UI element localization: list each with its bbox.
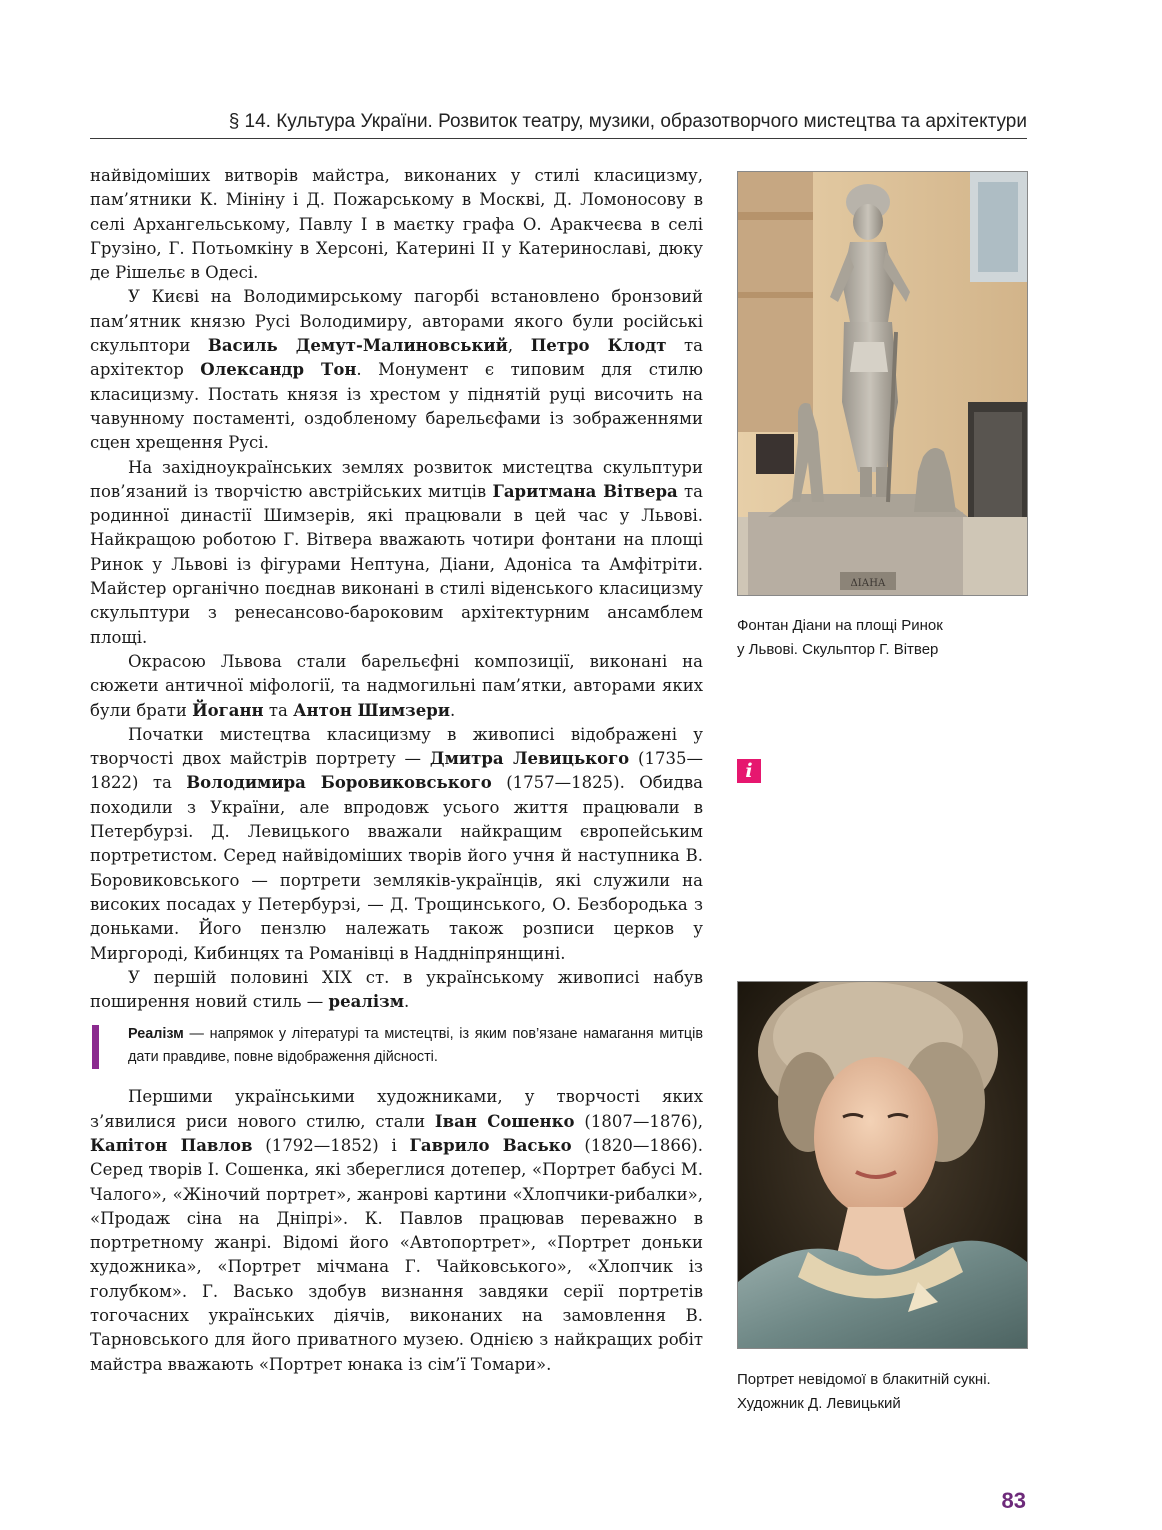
main-text-column [90, 164, 703, 1377]
definition-text [128, 1023, 703, 1069]
bold-term: Гаврило Васько [409, 1135, 572, 1155]
text-run: У Києві на Володимирському пагорбі встановлено бронзовий пам’ятник князю Русі Володимиру, авторами якого були російські скульптори [90, 287, 703, 356]
bold-term: Олександр Тон [200, 360, 357, 380]
caption-line: Портрет невідомої в блакитній сукні. [737, 1371, 991, 1388]
caption-line: Фонтан Діани на площі Ринок [737, 617, 943, 634]
text-run: Окрасою Львова стали барельєфні композиції, виконані на сюжети античної міфології, та надмогильні пам’ятки, авторами яких були брати [90, 651, 703, 720]
paragraph [90, 723, 703, 966]
bold-term: Йоганн [192, 700, 264, 720]
bold-term: Антон Шимзери [293, 700, 450, 720]
text-run: (1757—1825). Обидва походили з України, але впродовж усього життя працювали в Петербурзі. Д. Левицького вважали найкращим європейським портретистом. Серед найвідоміших творів його учня й наступника В. Боровиковського — портрети земляків-українців, які служили на високих посадах у Петербурзі, — Д. Трощинського, О. Безбородька з доньками. Його пензлю належать також розписи церков у Миргороді, Кибинцях та Романівці в Наддніпрянщині. [90, 773, 703, 963]
bold-term: Дмитра Левицького [429, 749, 630, 769]
diana-statue-image [738, 172, 1027, 595]
figure-caption-diana [737, 614, 943, 662]
definition-term: Реалізм [128, 1026, 184, 1043]
pedestal-inscription: ΔІАНА [850, 578, 886, 589]
bold-term: Іван Сошенко [434, 1111, 575, 1131]
paragraph [90, 285, 703, 455]
text-run: та родинної династії Шимзерів, які працювали в цей час у Львові. Найкращою роботою Г. Вітвера вважають чотири фонтани на площі Ринок у Львові із фігурами Нептуна, Діани, Адоніса та Амфітріти. Майстер органічно поєднав виконані в стилі віденського класицизму скульптури з ренесансово-бароковим архітектурним ансамблем площі. [90, 481, 703, 647]
diana-fountain-photo [737, 171, 1028, 596]
definition-marker-bar [92, 1025, 99, 1069]
bold-term: Володимира Боровиковського [186, 773, 492, 793]
text-run: (1807—1876), [574, 1111, 703, 1131]
caption-line: у Львові. Скульптор Г. Вітвер [737, 641, 939, 658]
portrait-image [738, 982, 1027, 1348]
section-title: § 14. Культура України. Розвиток театру, музики, образотворчого мистецтва та архітектури [228, 111, 1027, 132]
definition-body: — напрямок у літературі та мистецтві, із яким пов’язане намагання митців дати правдиве, повне відображення дійсності. [128, 1026, 703, 1066]
text-run: На західноукраїнських землях розвиток мистецтва скульптури пов’язаний із творчістю австрійських митців [90, 457, 703, 501]
text-run: , [507, 336, 531, 356]
bold-term: реалізм [328, 992, 405, 1012]
text-run: . [404, 992, 410, 1012]
bold-term: Василь Демут-Малиновський [207, 336, 508, 356]
info-icon: i [737, 759, 761, 783]
text-run: У першій половині XIX ст. в українському живописі набув поширення новий стиль — [90, 967, 703, 1012]
page-number: 83 [1001, 1488, 1026, 1513]
bold-term: Гаритмана Вітвера [492, 481, 678, 501]
text-run: та архітектор [90, 336, 703, 380]
text-run: (1792—1852) і [252, 1135, 410, 1155]
text-run: та [263, 700, 294, 720]
definition-box [90, 1023, 703, 1071]
paragraph [90, 456, 703, 650]
bold-term: Петро Клодт [530, 336, 667, 356]
paragraph [90, 650, 703, 723]
paragraph [90, 966, 703, 1015]
paragraph [90, 164, 703, 285]
figure-caption-portrait [737, 1368, 991, 1416]
text-run: . Монумент є типовим для стилю класицизму. Постать князя із хрестом у піднятій руці височить на чавунному постаменті, оздобленому барельєфами із зображеннями сцен хрещення Русі. [90, 360, 703, 453]
text-run: Першими українськими художниками, у творчості яких з’явилися риси нового стилю, стали [90, 1087, 703, 1131]
page-header [90, 108, 1027, 139]
text-run: . [449, 700, 456, 720]
caption-line: Художник Д. Левицький [737, 1395, 901, 1412]
paragraph [90, 1085, 703, 1377]
text-run: (1820—1866). Серед творів І. Сошенка, які збереглися дотепер, «Портрет бабусі М. Чалого», «Жіночий портрет», жанрові картини «Хлопчики-рибалки», «Продаж сіна на Дніпрі». К. Павлов працював переважно в портретному жанрі. Відомі його «Автопортрет», «Портрет доньки художника», «Портрет мічмана Г. Чайковського», «Хлопчик із голубком». Г. Васько здобув визнання завдяки серії портретів тогочасних українських діячів, виконаних на замовлення В. Тарновського для його приватного музею. Однією з найкращих робіт майстра вважають «Портрет юнака із сім’ї Томари». [90, 1135, 703, 1374]
text-run: (1735—1822) та [90, 749, 703, 793]
levytsky-portrait-photo [737, 981, 1028, 1349]
bold-term: Капітон Павлов [90, 1135, 253, 1155]
text-run: найвідоміших витворів майстра, виконаних у стилі класицизму, пам’ятники К. Мініну і Д. Пожарському в Москві, Д. Ломоносову в селі Архангельському, Павлу І в маєтку графа О. Аракчеєва в селі Грузіно, Г. Потьомкіну в Херсоні, Катерині ІІ у Катеринославі, дюку де Рішельє в Одесі. [90, 166, 703, 283]
text-run: Початки мистецтва класицизму в живописі відображені у творчості двох майстрів портрету — [90, 724, 703, 769]
